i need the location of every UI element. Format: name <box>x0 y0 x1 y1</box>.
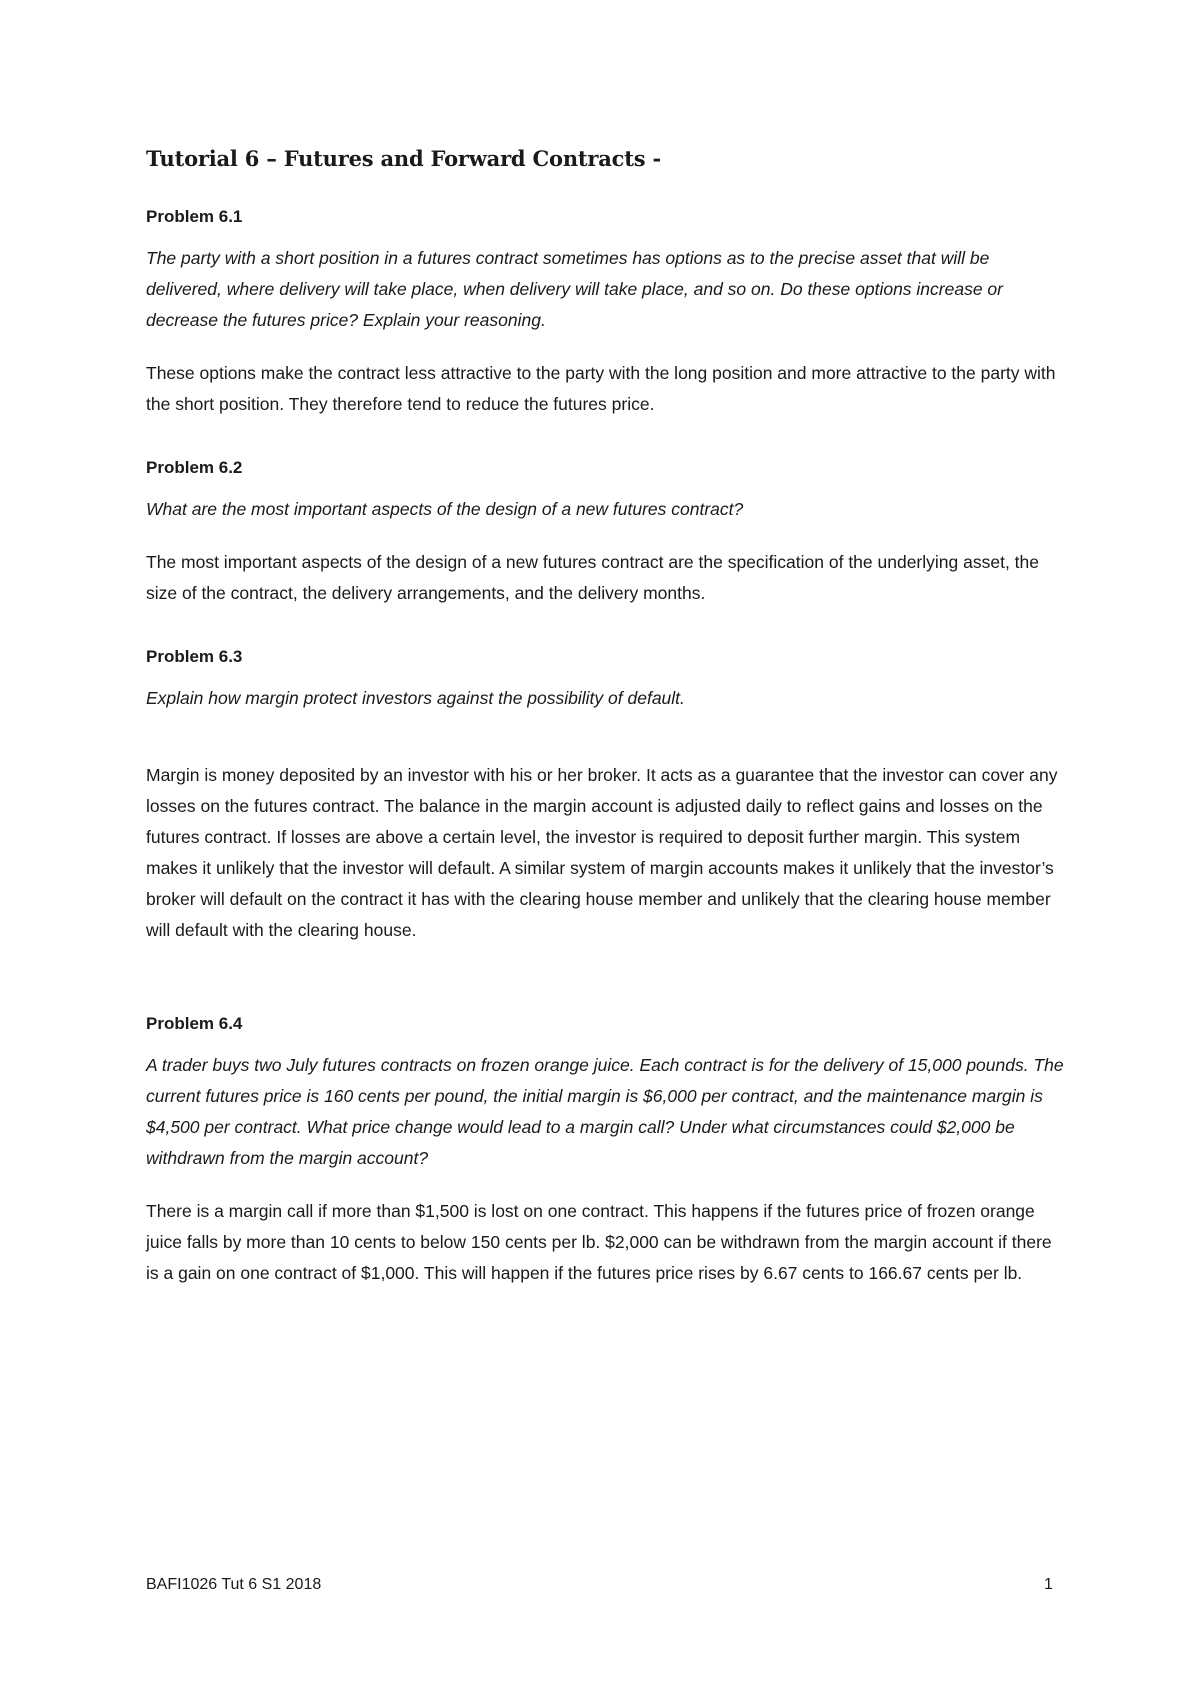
problem-question: A trader buys two July futures contracts on frozen orange juice. Each contract is for the delivery of 15,000 pounds. The current futures price is 160 cents per pound, the initial margin is $6,000 per contract, and the maintenance margin is $4,500 per contract. What price change would lead to a margin call? Under what circumstances could $2,000 be withdrawn from the margin account? <box>146 1055 1064 1168</box>
problem-heading: Problem 6.4 <box>146 1014 243 1033</box>
problem-answer: These options make the contract less attractive to the party with the long position and more attractive to the party with the short position. They therefore tend to reduce the futures price. <box>146 363 1056 414</box>
problem-6-2 <box>146 458 1066 609</box>
document-body <box>146 146 1066 1327</box>
problem-6-4 <box>146 1014 1066 1289</box>
problem-6-3 <box>146 647 1066 946</box>
problem-answer: There is a margin call if more than $1,500 is lost on one contract. This happens if the futures price of frozen orange juice falls by more than 10 cents to below 150 cents per lb. $2,000 can be withdrawn from the margin account if there is a gain on one contract of $1,000. This will happen if the futures price rises by 6.67 cents to 166.67 cents per lb. <box>146 1201 1052 1283</box>
document-title: Tutorial 6 – Futures and Forward Contracts - <box>146 146 662 171</box>
problem-question: Explain how margin protect investors against the possibility of default. <box>146 688 685 708</box>
problem-heading: Problem 6.1 <box>146 207 243 226</box>
problem-6-1 <box>146 207 1066 420</box>
problem-answer: The most important aspects of the design of a new futures contract are the specification of the underlying asset, the size of the contract, the delivery arrangements, and the delivery months. <box>146 552 1039 603</box>
problem-answer: Margin is money deposited by an investor with his or her broker. It acts as a guarantee that the investor can cover any losses on the futures contract. The balance in the margin account is adjusted daily to reflect gains and losses on the futures contract. If losses are above a certain level, the investor is required to deposit further margin. This system makes it unlikely that the investor will default. A similar system of margin accounts makes it unlikely that the investor’s broker will default on the contract it has with the clearing house member and unlikely that the clearing house member will default with the clearing house. <box>146 765 1058 940</box>
footer-course-code: BAFI1026 Tut 6 S1 2018 <box>146 1576 322 1593</box>
problem-question: The party with a short position in a futures contract sometimes has options as to the precise asset that will be delivered, where delivery will take place, when delivery will take place, and so on. Do these options increase or decrease the futures price? Explain your reasoning. <box>146 248 1003 330</box>
problem-question: What are the most important aspects of the design of a new futures contract? <box>146 499 744 519</box>
problem-heading: Problem 6.2 <box>146 458 243 477</box>
footer-page-number: 1 <box>1044 1576 1053 1593</box>
problem-heading: Problem 6.3 <box>146 647 243 666</box>
